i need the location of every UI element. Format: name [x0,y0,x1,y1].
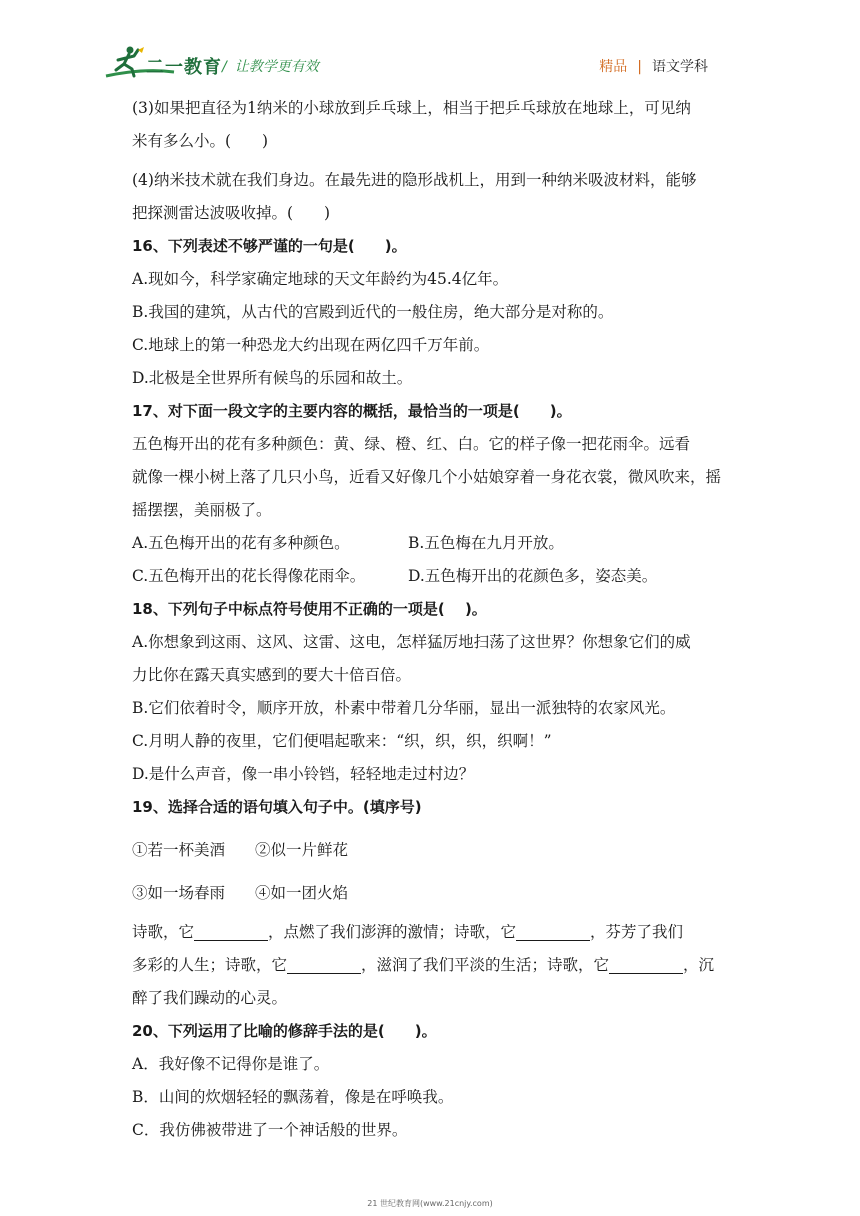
passage-line: 摇摆摆，美丽极了。 [132,501,272,519]
page-footer: 21 世纪教育网(www.21cnjy.com) [367,1199,493,1208]
fill-sentence-line [132,949,764,982]
text-fragment: ，滋润了我们平淡的生活；诗歌，它 [361,956,610,974]
text-line: (4)纳米技术就在我们身边。在最先进的隐形战机上，用到一种纳米吸波材料，能够 [132,171,697,189]
text-line: 米有多么小。( ) [132,132,269,150]
choices-19-row2 [132,877,764,910]
answer-blank[interactable] [516,922,590,941]
choice-19-2: ②似一片鲜花 [255,841,349,859]
passage-line: 就像一棵小树上落了几只小鸟，近看又好像几个小姑娘穿着一身花衣裳，微风吹来，摇 [132,468,722,486]
option-18a: A.你想象到这雨、这风、这雷、这电，怎样猛厉地扫荡了这世界？你想象它们的威 [132,633,691,651]
question-16: 16、下列表述不够严谨的一句是( )。 [132,237,407,255]
option-18c: C.月明人静的夜里，它们便唱起歌来：“织，织，织，织啊！” [132,732,552,750]
choice-19-1: ①若一杯美酒 [132,841,226,859]
text-fragment: 多彩的人生；诗歌，它 [132,956,288,974]
question-19: 19、选择合适的语句填入句子中。(填序号) [132,798,422,816]
option-18d: D.是什么声音，像一串小铃铛，轻轻地走过村边？ [132,765,475,783]
option-16b: B.我国的建筑，从古代的宫殿到近代的一般住房，绝大部分是对称的。 [132,303,614,321]
question-20: 20、下列运用了比喻的修辞手法的是( )。 [132,1022,437,1040]
answer-blank[interactable] [194,922,268,941]
choice-19-4: ④如一团火焰 [255,884,349,902]
option-16a: A.现如今，科学家确定地球的天文年龄约为45.4亿年。 [132,270,509,288]
passage-line: 五色梅开出的花有多种颜色：黄、绿、橙、红、白。它的样子像一把花雨伞。远看 [132,435,691,453]
fill-sentence-line: 醉了我们躁动的心灵。 [132,989,288,1007]
option-16d: D.北极是全世界所有候鸟的乐园和故土。 [132,369,413,387]
question-17: 17、对下面一段文字的主要内容的概括，最恰当的一项是( )。 [132,402,572,420]
premium-label: 精品 [599,59,628,75]
slogan [222,56,319,76]
text-fragment: ，沉 [683,956,715,974]
choice-19-3: ③如一场春雨 [132,884,226,902]
option-17d: D.五色梅开出的花颜色多，姿态美。 [408,567,658,585]
option-17b: B.五色梅在九月开放。 [408,534,564,552]
option-16c: C.地球上的第一种恐龙大约出现在两亿四千万年前。 [132,336,490,354]
logo-text: 二一教育 [146,57,222,78]
text-line: 把探测雷达波吸收掉。( ) [132,204,331,222]
text-fragment: ，芬芳了我们 [590,923,684,941]
options-17-row1 [132,527,764,560]
option-20b: B．山间的炊烟轻轻的飘荡着，像是在呼唤我。 [132,1088,454,1106]
option-18a-cont: 力比你在露天真实感到的要大十倍百倍。 [132,666,412,684]
text-fragment: ，点燃了我们澎湃的激情；诗歌，它 [268,923,517,941]
answer-blank[interactable] [609,955,683,974]
header-subject [599,56,708,76]
option-17c: C.五色梅开出的花长得像花雨伞。 [132,567,366,585]
slogan-text: 让教学更有效 [234,59,319,75]
fill-sentence-line [132,916,764,949]
options-17-row2 [132,560,764,593]
option-20c: C．我仿佛被带进了一个神话般的世界。 [132,1121,408,1139]
option-18b: B.它们依着时令，顺序开放，朴素中带着几分华丽，显出一派独特的农家风光。 [132,699,676,717]
answer-blank[interactable] [287,955,361,974]
option-20a: A．我好像不记得你是谁了。 [132,1055,330,1073]
subject-label: 语文学科 [652,59,708,75]
option-17a: A.五色梅开出的花有多种颜色。 [132,534,350,552]
text-fragment: 诗歌，它 [132,923,195,941]
header-separator: | [637,59,642,75]
question-18: 18、下列句子中标点符号使用不正确的一项是( )。 [132,600,487,618]
page-header [0,0,860,92]
document-body [132,92,764,1147]
slogan-slash: / [222,59,227,75]
choices-19-row1 [132,834,764,867]
text-line: (3)如果把直径为1纳米的小球放到乒乓球上，相当于把乒乓球放在地球上，可见纳 [132,99,691,117]
